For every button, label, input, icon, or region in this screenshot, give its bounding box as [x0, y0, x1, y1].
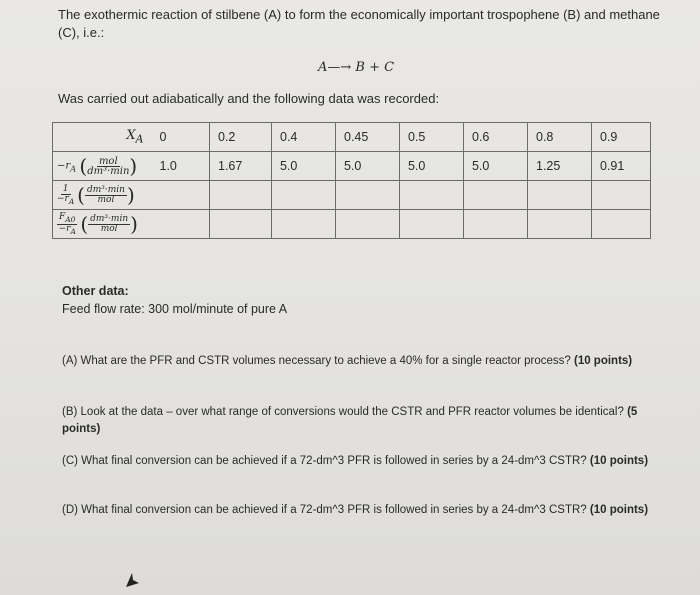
conversion-cell: 0.6: [464, 123, 528, 152]
levenspiel-label: $\frac{F_{A0}}{-r_A}$ ( $\frac{\text{dm³·min}}{\text{mol}}$ ): [53, 210, 210, 239]
rate-cell: 5.0: [272, 152, 336, 181]
rate-label: $-r_A$ ( $\frac{\text{mol}}{\text{dm³·min}}$ ): [53, 152, 152, 181]
conversion-row: [53, 123, 651, 152]
carried-out-text: Was carried out adiabatically and the following data was recorded:: [58, 91, 440, 106]
rate-cell: 5.0: [400, 152, 464, 181]
inverse-rate-cell: [210, 181, 272, 210]
conversion-label: $X_A$: [53, 123, 152, 152]
rate-cell: 5.0: [336, 152, 400, 181]
levenspiel-cell: [528, 210, 592, 239]
inverse-rate-cell: [464, 181, 528, 210]
inverse-rate-cell: [400, 181, 464, 210]
other-data-title: Other data:: [62, 284, 129, 298]
rate-cell: 1.0: [152, 152, 210, 181]
levenspiel-cell: [272, 210, 336, 239]
rate-cell: 1.67: [210, 152, 272, 181]
levenspiel-cell: [400, 210, 464, 239]
question-b: (B) Look at the data – over what range of conversions would the CSTR and PFR reactor volumes be identical? (5 points): [62, 406, 638, 435]
other-data-block: [62, 282, 287, 318]
feed-flow-rate: Feed flow rate: 300 mol/minute of pure A: [62, 302, 288, 316]
conversion-cell: 0.5: [400, 123, 464, 152]
inverse-rate-row: [53, 181, 651, 210]
inverse-rate-cell: [592, 181, 651, 210]
conversion-cell: 0.9: [592, 123, 651, 152]
rate-row: [53, 152, 651, 181]
intro-paragraph: The exothermic reaction of stilbene (A) to form the economically important trospophene (B) and methane (C), i.e.:: [58, 7, 660, 40]
levenspiel-cell: [336, 210, 400, 239]
data-table: [52, 122, 651, 239]
conversion-cell: 0: [152, 123, 210, 152]
question-c: (C) What final conversion can be achieved if a 72-dm^3 PFR is followed in series by a 24-dm^3 CSTR? (10 points): [62, 455, 649, 467]
mouse-cursor-icon: [124, 571, 140, 589]
conversion-cell: 0.8: [528, 123, 592, 152]
conversion-cell: 0.45: [336, 123, 400, 152]
rate-cell: 0.91: [592, 152, 651, 181]
reaction-equation: A—→ B + C: [318, 60, 395, 75]
levenspiel-cell: [210, 210, 272, 239]
question-d: (D) What final conversion can be achieved if a 72-dm^3 PFR is followed in series by a 24-dm^3 CSTR? (10 points): [62, 504, 649, 516]
inverse-rate-cell: [336, 181, 400, 210]
inverse-rate-cell: [272, 181, 336, 210]
rate-cell: 5.0: [464, 152, 528, 181]
conversion-cell: 0.4: [272, 123, 336, 152]
inverse-rate-label: $\frac{1}{-r_A}$ ( $\frac{\text{dm³·min}}{\text{mol}}$ ): [53, 181, 210, 210]
levenspiel-cell: [464, 210, 528, 239]
inverse-rate-cell: [528, 181, 592, 210]
question-a: (A) What are the PFR and CSTR volumes necessary to achieve a 40% for a single reactor process? (10 points): [62, 355, 633, 367]
levenspiel-cell: [592, 210, 651, 239]
rate-cell: 1.25: [528, 152, 592, 181]
conversion-cell: 0.2: [210, 123, 272, 152]
levenspiel-row: [53, 210, 651, 239]
